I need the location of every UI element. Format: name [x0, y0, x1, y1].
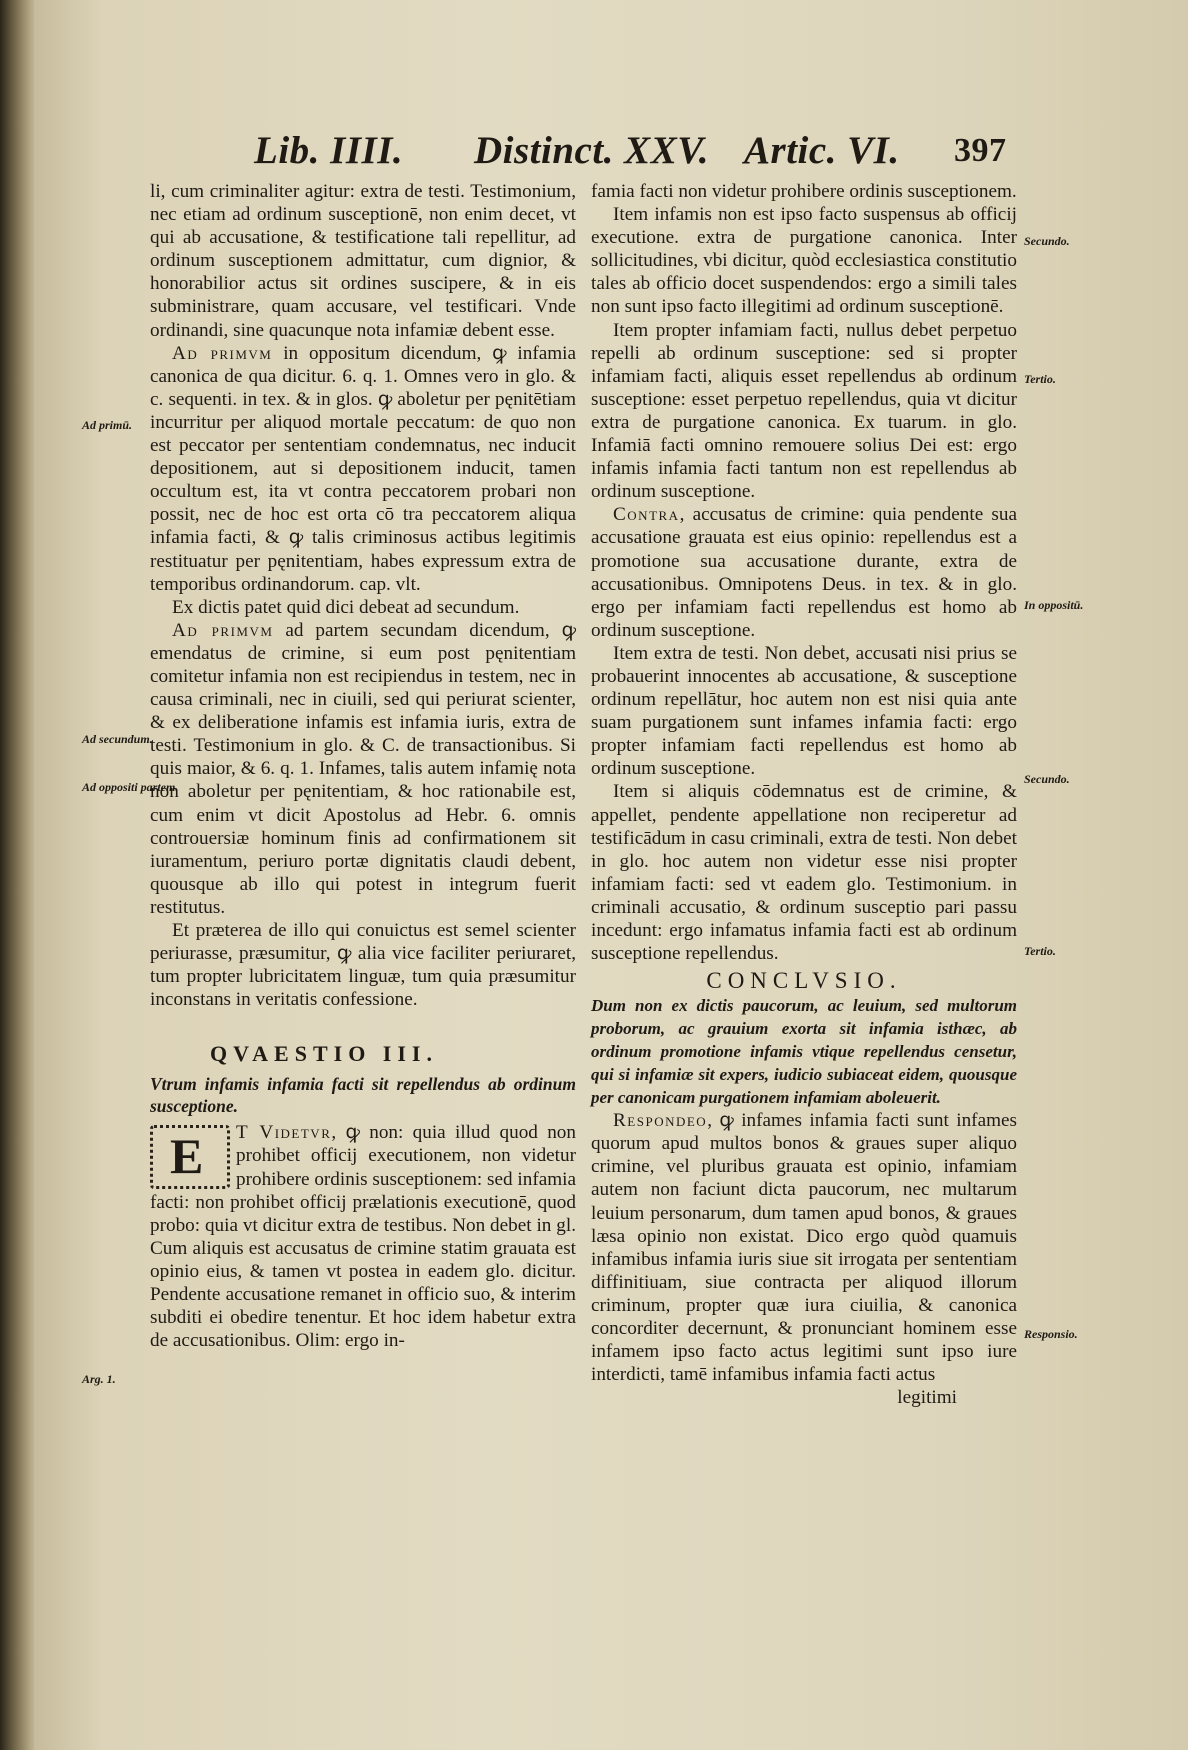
- lead-words: T Videtvr: [236, 1122, 332, 1144]
- margin-note-arg-1: Arg. 1.: [82, 1372, 116, 1386]
- lead-words: Respondeo: [613, 1110, 708, 1132]
- margin-note-responsio: Responsio.: [1024, 1327, 1078, 1341]
- left-paragraph-5: Et præterea de illo qui conuictus est semel scienter periurasse, præsumitur, ꝙ alia vice faciliter periuraret, tum propter lubricitatem linguæ, tum quia præsumitur inconstans in veritatis confessione.: [150, 920, 576, 1011]
- book-page: [34, 0, 1188, 1750]
- left-paragraph-3: Ex dictis patet quid dici debeat ad secundum.: [172, 596, 520, 618]
- page-number: 397: [954, 132, 1007, 169]
- question-subtitle: Vtrum infamis infamia facti sit repellendus ab ordinum susceptione.: [150, 1074, 576, 1117]
- right-paragraph-1: famia facti non videtur prohibere ordinis susceptionem.: [591, 181, 1017, 202]
- question-title: QVAESTIO III.: [210, 1041, 438, 1067]
- right-column: [591, 180, 1017, 1409]
- right-paragraph-4: Contra, accusatus de crimine: quia pendente sua accusatione grauata est eius opinio: repellendus est a promotione sua accusatione durante, extra de accusationibus. Omnipotens Deus. in tex. & in glo. ergo per infamiam facti repellendus est homo ab ordinum susceptione.: [591, 504, 1017, 641]
- margin-note-secundo: Secundo.: [1024, 234, 1070, 248]
- margin-note-ad-secundum: Ad secundum.: [82, 732, 153, 746]
- catchword: legitimi: [897, 1387, 957, 1409]
- left-column: [150, 180, 576, 1352]
- right-paragraph-7: Respondeo, ꝙ infames infamia facti sunt infames quorum apud multos bonos & graues super aliquo crimine, vel pluribus grauata est opinio, infamiam autem non faciunt dicta paucorum, nec multarum leuium personarum, dum tamen apud bonos, & graues læsa opinio non existat. Dico ergo quòd quamuis infamibus infamia iuris siue sit irrogata per sententiam diffinitiuam, siue contracta per aliquod illorum criminum, propter quæ iura ciuilia, & canonica concorditer decernunt, & pronunciant hominem esse infamem ipso facto actus legitimi sunt ipso iure interdicti, tamē infamibus infamia facti actus: [591, 1110, 1017, 1386]
- header-distinction: Distinct. XXV.: [474, 129, 709, 172]
- right-paragraph-2: Item infamis non est ipso facto suspensus ab officij executione. extra de purgatione canonica. Inter sollicitudines, vbi dicitur, quòd ecclesiastica constitutio tales ab officio docet suspendendos: ergo a simili tales non sunt ipso facto illegitimi ad ordinum susceptionē.: [591, 204, 1017, 318]
- dropcap-letter: E: [170, 1128, 204, 1185]
- left-paragraph-2: Ad primvm in oppositum dicendum, ꝙ infamia canonica de qua dicitur. 6. q. 1. Omnes vero in glo. & c. sequenti. in tex. & in glos. ꝙ aboletur per pęnitētiam incurritur per aliquod mortale peccatum: de quo non est peccator per sententiam condemnatus, nec inducit depositionem, aut si depositionem inducit, tamen occultum est, ita vt contra peccatorem probari non possit, nec de hoc est orta cō tra peccatorem aliqua infamia facti, & ꝙ talis criminosus actibus legitimis restituatur per pęnitentiam, habes expressum extra de temporibus ordinandorum. cap. vlt.: [150, 342, 577, 595]
- ornamental-dropcap: [150, 1125, 230, 1189]
- margin-note-ad-oppositi-partem: Ad oppositi partem.: [82, 780, 179, 794]
- lead-words: Ad primvm: [172, 342, 273, 364]
- header-book: Lib. IIII.: [254, 129, 404, 172]
- lead-words: Ad primvm: [172, 619, 274, 641]
- right-paragraph-3: Item propter infamiam facti, nullus debet perpetuo repelli ab ordinum susceptione: sed si propter infamiam facti, aliquis esset repellendus ab ordinum susceptione: esset perpetuo repellendus, quia vt dicitur extra de purgatione canonica. Ex tuarum. in glo. Infamiā facti omnino remouere solius Dei est: ergo infamis infamia facti tantum non est repellendus ab ordinum susceptione.: [591, 319, 1017, 503]
- header-article: Artic. VI.: [744, 129, 900, 172]
- running-header: [254, 128, 1014, 178]
- left-paragraph-1: li, cum criminaliter agitur: extra de testi. Testimonium, nec etiam ad ordinum susceptionē, non enim decet, vt qui ab accusatione, & testificatione tali repellitur, ad ordinum susceptionem admittatur, cum dignior, & honorabilior actus sit ordines suscipere, & in eis subministrare, quam accusare, vel testificari. Vnde ordinandi, sine quacunque nota infamiæ debent esse.: [150, 181, 576, 341]
- left-paragraph-6: E T Videtvr, ꝙ non: quia illud quod non prohibet officij executionem, non videtur prohibere ordinis susceptionem: sed infamia facti: non prohibet officij prælationis executionē, quod probo: quia vt dicitur extra de testibus. Non debet in gl. Cum aliquis est accusatus de crimine statim grauata est opinio eius, & tamen vt postea in eadem glo. dicitur. Pendente accusatione remanet in officio suo, & interim subditi ei obedire tenentur. Et hoc idem habetur extra de accusationibus. Olim: ergo in-: [150, 1122, 576, 1352]
- right-paragraph-5: Item extra de testi. Non debet, accusati nisi prius se probauerint innocentes ab accusatione, & susceptione ordinum repellātur, hoc autem non est nisi quia ante suam purgationem sunt infames infamia facti: ergo propter infamiam facti repellendus est homo ab ordinum susceptione.: [591, 642, 1017, 780]
- lead-words: Contra: [613, 504, 680, 526]
- conclusio-text: Dum non ex dictis paucorum, ac leuium, sed multorum proborum, ac grauium exorta sit infamia isthæc, ab ordinum promotione infamis vtique repellendus censetur, qui si infamiæ sit expers, iudicio subiaceat eidem, quousque per canonicam purgationem infamiam aboleuerit.: [591, 996, 1017, 1108]
- margin-note-tertio: Tertio.: [1024, 372, 1056, 386]
- right-paragraph-6: Item si aliquis cōdemnatus est de crimine, & appellet, pendente appellatione non reciperetur ad testificādum in casu criminali, extra de testi. Non debet in glo. hoc autem non videtur esse nisi propter infamiam facti: sed vt eadem glo. Testimonium. in criminali accusatio, & ordinum susceptio pari passu incedunt: ergo infamatus infamia facti est ab ordinum susceptione repellendus.: [591, 781, 1017, 965]
- margin-note-secundo-2: Secundo.: [1024, 772, 1070, 786]
- margin-note-tertio-2: Tertio.: [1024, 944, 1056, 958]
- margin-note-ad-primum: Ad primū.: [82, 418, 133, 432]
- conclusio-title: CONCLVSIO.: [706, 968, 902, 994]
- left-paragraph-4: Ad primvm ad partem secundam dicendum, ꝙ emendatus de crimine, si eum post pęnitentiam comitetur infamia non est recipiendus in testem, nec in causa criminali, nec in ciuili, sed qui periurat scienter, & ex deliberatione infamis est infamia iuris, extra de testi. Testimonium in glo. & C. de transactionibus. Si quis maior, & 6. q. 1. Infames, talis autem infamię nota non aboletur per pęnitentiam, & hoc rationabile est, cum enim vt dicit Apostolus ad Hebr. 6. omnis controuersiæ hominum finis ad confirmationem sit iuramentum, periuro portæ dignitatis claudi debent, quousque ab illo qui potest in integrum fuerit restitutus.: [150, 619, 576, 918]
- margin-note-in-oppositum: In oppositū.: [1024, 598, 1084, 612]
